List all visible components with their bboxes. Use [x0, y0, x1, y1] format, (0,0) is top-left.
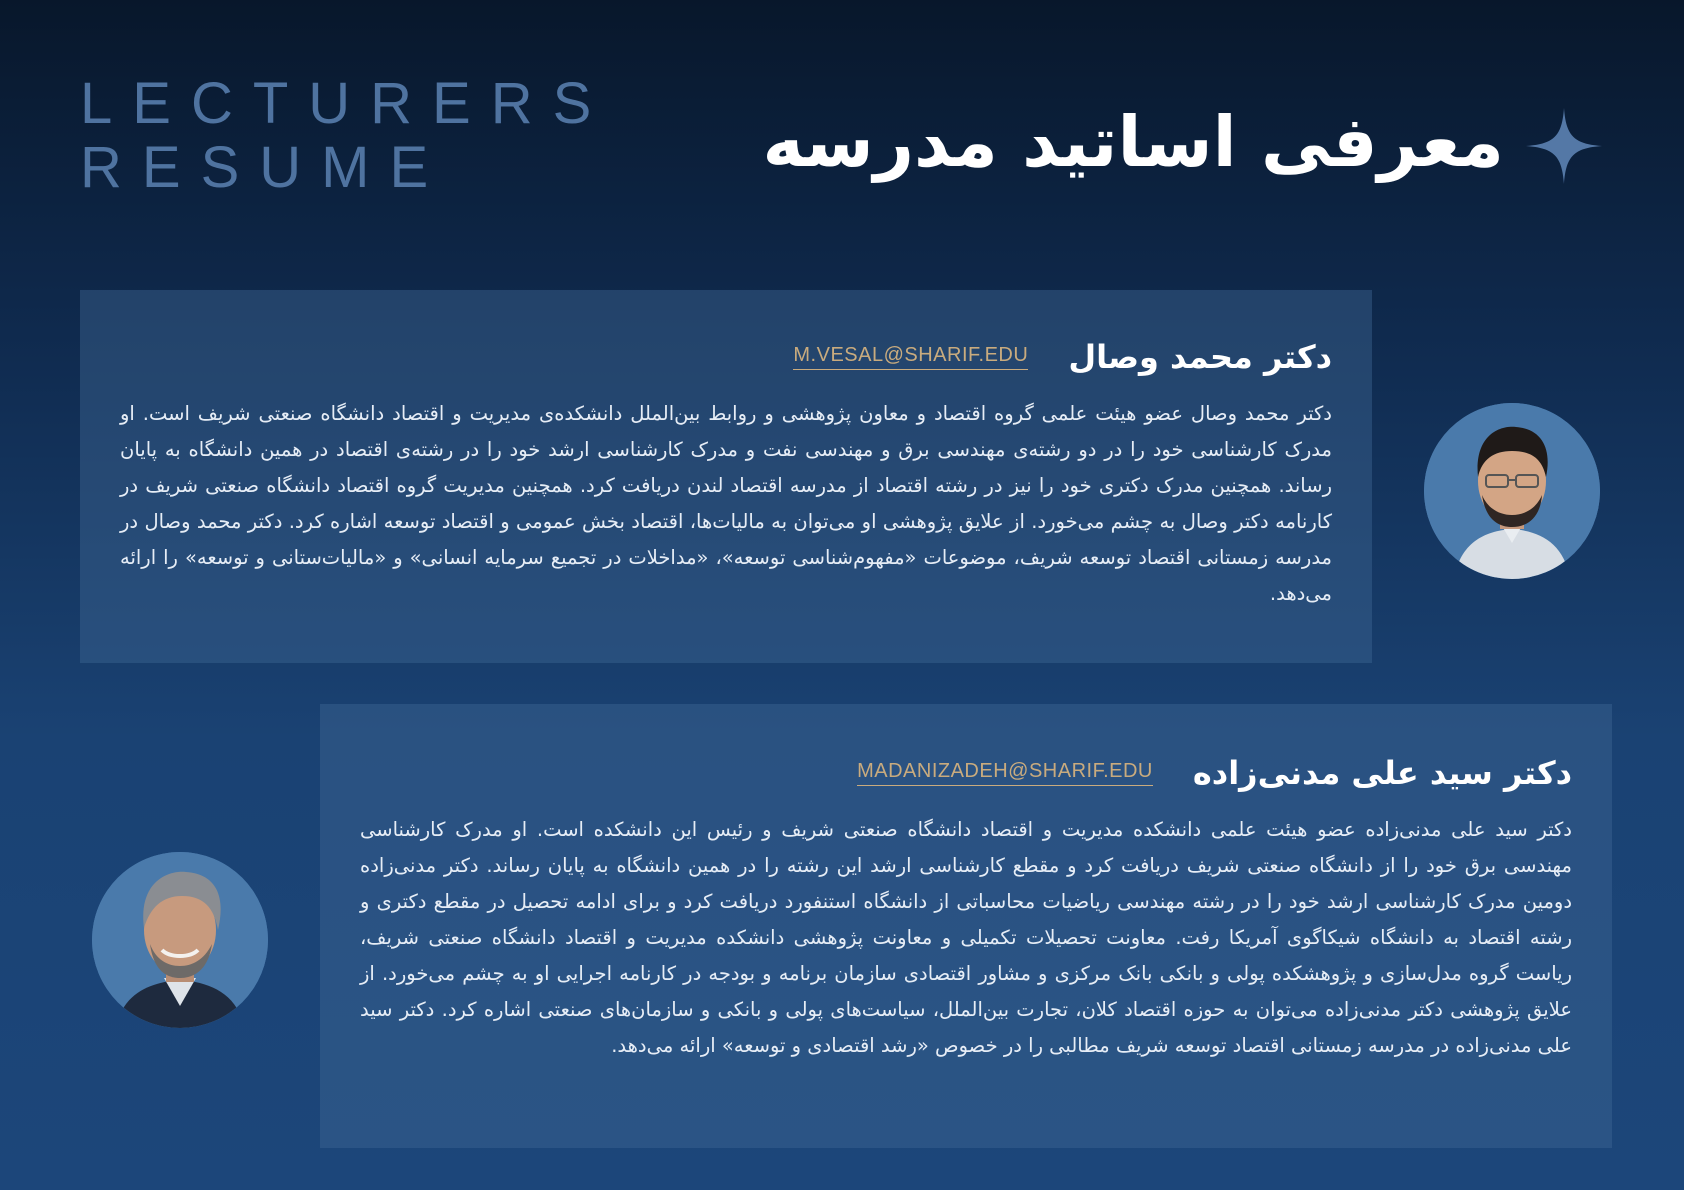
sparkle-star-icon — [1526, 108, 1602, 184]
lecturer-email-link[interactable]: MADANIZADEH@SHARIF.EDU — [857, 760, 1153, 786]
english-title-line1: LECTURERS — [80, 71, 612, 136]
lecturer-bio: دکتر محمد وصال عضو هیئت علمی گروه اقتصاد و معاون پژوهشی و روابط بین‌الملل دانشکده‌ی مدیریت و اقتصاد دانشگاه صنعتی شریف است. او مدرک کارشناسی خود را در دو رشته‌ی مهندسی برق و مهندسی نفت و مدرک کارشناسی ارشد خود را در رشته‌ی اقتصاد در همین دانشگاه به پایان رساند. همچنین مدرک دکتری خود را نیز در رشته اقتصاد از مدرسه اقتصاد لندن دریافت کرد. همچنین مدیریت گروه اقتصاد دانشگاه صنعتی شریف در کارنامه دکتر وصال به چشم می‌خورد. از علایق پژوهشی او می‌توان به مالیات‌ها، اقتصاد بخش عمومی و اقتصاد توسعه اشاره کرد. دکتر محمد وصال در مدرسه زمستانی اقتصاد توسعه شریف، موضوعات «مفهوم‌شناسی توسعه»، «مداخلات در تجمیع سرمایه انسانی» و «مالیات‌ستانی و توسعه» را ارائه می‌دهد. — [120, 402, 1332, 605]
lecturer-card-content — [120, 338, 1332, 612]
page-title: معرفی اساتید مدرسه — [762, 101, 1504, 183]
portrait-madanizadeh-icon — [92, 852, 268, 1028]
lecturer-email-link[interactable]: M.VESAL@SHARIF.EDU — [793, 344, 1028, 370]
lecturer-header — [360, 754, 1572, 792]
english-title-line2: RESUME — [80, 135, 449, 200]
english-title — [80, 72, 611, 200]
lecturer-card-vesal — [80, 290, 1372, 663]
lecturer-card-madanizadeh — [320, 704, 1612, 1148]
lecturer-header — [120, 338, 1332, 376]
avatar-vesal — [1424, 403, 1600, 579]
lecturer-card-content — [360, 754, 1572, 1064]
lecturer-bio: دکتر سید علی مدنی‌زاده عضو هیئت علمی دانشکده مدیریت و اقتصاد دانشگاه صنعتی شریف و رئیس این دانشکده است. او مدرک کارشناسی مهندسی برق خود را از دانشگاه صنعتی شریف دریافت کرد و مقطع کارشناسی ارشد این رشته را در همین دانشگاه به پایان رساند. دکتر مدنی‌زاده دومین مدرک کارشناسی ارشد خود را در رشته مهندسی ریاضیات محاسباتی از دانشگاه استنفورد دریافت کرد و برای ادامه تحصیل در مقطع دکتری و رشته اقتصاد به دانشگاه شیکاگوی آمریکا رفت. معاونت تحصیلات تکمیلی و معاونت پژوهشی دانشکده مدیریت و اقتصاد دانشگاه صنعتی شریف، ریاست گروه مدل‌سازی و پژوهشکده پولی و بانکی بانک مرکزی و مشاور اقتصادی سازمان برنامه و بودجه در کارنامه اجرایی او به چشم می‌خورد. از علایق پژوهشی دکتر مدنی‌زاده می‌توان به حوزه اقتصاد کلان، تجارت بین‌الملل، سیاست‌های پولی و بانکی و سازمان‌های صنعتی اشاره کرد. دکتر سید علی مدنی‌زاده در مدرسه زمستانی اقتصاد توسعه شریف مطالبی را در خصوص «رشد اقتصادی و توسعه» ارائه می‌دهد. — [360, 818, 1572, 1057]
avatar-madanizadeh — [92, 852, 268, 1028]
portrait-vesal-icon — [1424, 403, 1600, 579]
lecturer-name: دکتر سید علی مدنی‌زاده — [1192, 754, 1572, 792]
lecturer-name: دکتر محمد وصال — [1068, 338, 1332, 376]
